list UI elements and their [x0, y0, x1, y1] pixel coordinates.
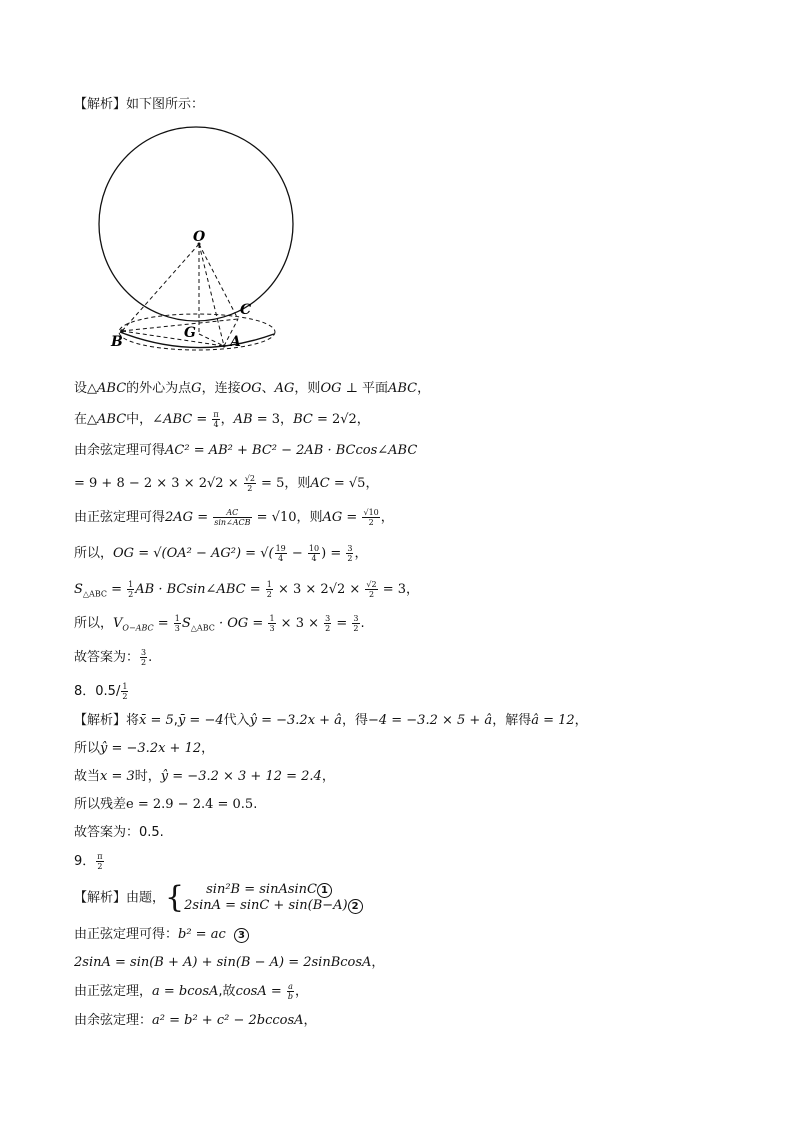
q6-line-7	[74, 580, 419, 604]
text: .	[148, 650, 153, 665]
text: 中，	[126, 412, 153, 427]
triangle-symbol: △	[87, 412, 98, 427]
math: G	[191, 381, 202, 396]
text: ，解得	[492, 713, 532, 728]
edge-OC	[199, 244, 238, 319]
denominator: 3	[174, 624, 180, 633]
math: × 3 ×	[276, 616, 324, 631]
math: sin∠ABC	[186, 582, 246, 597]
math: −	[287, 546, 307, 561]
math: AC	[310, 476, 330, 491]
numerator: √10	[363, 508, 379, 517]
denominator: 2	[97, 862, 103, 871]
denominator: 2	[266, 590, 272, 599]
math: OG	[320, 381, 342, 396]
text: 将	[126, 713, 140, 728]
math: AG	[322, 510, 343, 525]
math: = √5	[329, 476, 366, 491]
math: ∠ABC	[152, 412, 193, 427]
text: 设	[74, 381, 88, 396]
math: x̄ = 5	[139, 713, 174, 728]
circled-number: 3	[234, 928, 249, 943]
numerator: 10	[308, 544, 320, 553]
numerator: 3	[353, 614, 359, 623]
intro-text: 如下图所示：	[126, 97, 205, 112]
math: ) =	[321, 546, 346, 561]
fraction	[346, 544, 353, 563]
text: 故当	[74, 769, 101, 784]
text: 所以残差	[74, 797, 127, 812]
text: ，	[280, 412, 294, 427]
math: OG	[113, 546, 135, 561]
system-row	[184, 882, 363, 898]
edge-GA	[199, 334, 224, 346]
numerator: 1	[122, 682, 128, 691]
denominator: 2	[368, 518, 374, 527]
math: 2sinA = sinC + sin(B−A)	[184, 898, 348, 913]
text: ，	[574, 713, 588, 728]
math: =	[342, 510, 362, 525]
q8-heading	[74, 682, 129, 701]
math: S	[181, 616, 191, 631]
numerator: a	[288, 982, 293, 991]
q8-line-3	[74, 768, 335, 786]
math: a = bcosA	[152, 984, 219, 999]
q8-answer	[74, 824, 164, 842]
math: ABC	[388, 381, 418, 396]
base-ellipse	[119, 314, 275, 350]
text: 所以	[74, 741, 101, 756]
fraction	[275, 544, 287, 563]
math: AB · BC	[135, 582, 187, 597]
math: ŷ = −3.2x + 12	[100, 741, 202, 756]
fraction	[96, 852, 103, 871]
math: sin²B = sinAsinC	[206, 882, 317, 897]
sphere-figure	[78, 124, 318, 356]
numerator: π	[213, 410, 219, 419]
text: ，	[380, 510, 394, 525]
math: 2sinA = sin(B + A) + sin(B − A) = 2sinBcosA	[74, 955, 372, 970]
math: = 3，	[378, 582, 420, 597]
q9-line-5	[74, 1012, 317, 1030]
text: 、	[261, 381, 275, 396]
text: ，则	[294, 381, 321, 396]
q6-line-4	[74, 474, 378, 493]
text: ，	[356, 412, 370, 427]
math: = √10	[252, 510, 297, 525]
edge-OB	[122, 244, 199, 331]
math: = 9 + 8 − 2 × 3 × 2√2 ×	[74, 476, 243, 491]
text: ，	[321, 769, 335, 784]
math: = 5	[256, 476, 285, 491]
text: 故答案为：	[74, 650, 140, 665]
circled-number: 1	[317, 883, 332, 898]
numerator: 1	[128, 580, 134, 589]
fraction	[213, 508, 251, 527]
triangle-symbol: △	[87, 381, 98, 396]
math: S	[74, 582, 83, 597]
label-O: O	[193, 229, 206, 245]
text: 平面	[361, 381, 388, 396]
edge-OA	[199, 244, 224, 346]
math: =	[332, 616, 352, 631]
fraction	[121, 682, 128, 701]
point-B	[120, 329, 124, 333]
analysis-label: 【解析】	[74, 713, 127, 728]
text: 代入	[223, 713, 250, 728]
fraction	[212, 410, 219, 429]
math: BC	[293, 412, 313, 427]
text: 所以，	[74, 616, 114, 631]
text: ，	[220, 412, 234, 427]
left-brace: {	[165, 880, 185, 915]
denominator: 2	[325, 624, 331, 633]
math: · OG =	[214, 616, 268, 631]
label-C: C	[240, 302, 252, 318]
math: = 2√2	[312, 412, 357, 427]
text: ，则	[284, 476, 311, 491]
math: × 3 × 2√2 ×	[273, 582, 365, 597]
math: ȳ = −4	[177, 713, 224, 728]
equation-system	[184, 882, 363, 914]
q9-heading	[74, 852, 105, 871]
text: 的外心为点	[126, 381, 192, 396]
math: OG	[240, 381, 262, 396]
q9-line-3	[74, 954, 384, 972]
text: ,故	[218, 984, 236, 999]
q6-answer	[74, 648, 152, 667]
text: ,	[173, 713, 178, 728]
circled-number: 2	[348, 899, 363, 914]
math: e = 2.9 − 2.4 = 0.5	[126, 797, 254, 812]
text: 由正弦定理可得：	[74, 927, 179, 942]
q8-line-2	[74, 740, 214, 758]
fraction	[365, 580, 377, 599]
numerator: 1	[174, 614, 180, 623]
numerator: 3	[325, 614, 331, 623]
fraction	[287, 982, 294, 1001]
fraction	[324, 614, 331, 633]
q6-line-2	[74, 410, 370, 429]
math: = √(OA² − AG²) = √(	[134, 546, 274, 561]
math: V	[113, 616, 123, 631]
math: AB	[233, 412, 253, 427]
math: −4 = −3.2 × 5 + â	[367, 713, 493, 728]
math: =	[192, 412, 212, 427]
math: b² = ac	[178, 927, 226, 942]
text: ，	[354, 546, 368, 561]
text: 由正弦定理，	[74, 984, 153, 999]
numerator: 3	[347, 544, 353, 553]
math: x = 3	[100, 769, 135, 784]
math: ABC	[97, 412, 127, 427]
fraction	[244, 474, 256, 493]
denominator: 3	[269, 624, 275, 633]
analysis-label: 【解析】	[74, 890, 127, 906]
math: â = 12	[531, 713, 575, 728]
numerator: √2	[244, 474, 255, 483]
math: ŷ = −3.2x + â	[249, 713, 342, 728]
fraction	[266, 580, 273, 599]
text: ，	[417, 381, 431, 396]
math: a² = b² + c² − 2bccosA	[152, 1013, 304, 1028]
text: .	[360, 616, 365, 631]
math: 2AG =	[165, 510, 213, 525]
text: 由余弦定理可得	[74, 443, 166, 458]
dashed-edges	[122, 244, 238, 346]
q6-line-5	[74, 508, 394, 527]
numerator: 1	[269, 614, 275, 623]
text: ，则	[296, 510, 323, 525]
denominator: 4	[311, 554, 317, 563]
text: ，	[303, 1013, 317, 1028]
text: 时，	[134, 769, 161, 784]
numerator: 3	[141, 648, 147, 657]
text: 所以，	[74, 546, 114, 561]
denominator: 2	[141, 658, 147, 667]
denominator: sin∠ACB	[214, 518, 251, 527]
text: ，得	[341, 713, 368, 728]
subscript: △ABC	[82, 589, 107, 599]
q6-line-3	[74, 442, 417, 460]
q6-line-8	[74, 614, 365, 638]
q6-line-1	[74, 380, 430, 398]
subscript: △ABC	[190, 623, 215, 633]
subscript: O−ABC	[122, 623, 154, 633]
label-G: G	[184, 325, 196, 341]
fraction	[268, 614, 275, 633]
denominator: 2	[128, 590, 134, 599]
numerator: 1	[266, 580, 272, 589]
perp-symbol: ⊥	[341, 381, 362, 396]
q6-line-6	[74, 544, 367, 563]
text: ，	[295, 984, 309, 999]
label-A: A	[230, 334, 241, 350]
math: ŷ = −3.2 × 3 + 12 = 2.4	[160, 769, 322, 784]
fraction	[308, 544, 320, 563]
denominator: 2	[368, 590, 375, 599]
fraction	[174, 614, 181, 633]
fraction	[140, 648, 147, 667]
denominator: 2	[247, 484, 253, 493]
text: ，	[365, 476, 379, 491]
numerator: AC	[213, 508, 251, 518]
question-number: 8．0.5/	[74, 684, 121, 699]
text: 由正弦定理可得	[74, 510, 166, 525]
denominator: b	[287, 992, 294, 1001]
question-number: 9．	[74, 854, 96, 869]
numerator: 19	[275, 544, 286, 553]
math: = 3	[252, 412, 281, 427]
math: ABC	[97, 381, 127, 396]
fraction	[127, 580, 134, 599]
text: 由余弦定理：	[74, 1013, 153, 1028]
denominator: 2	[353, 624, 359, 633]
point-A	[223, 345, 226, 348]
text: ，	[371, 955, 385, 970]
text: ，	[201, 741, 215, 756]
analysis-label: 【解析】	[74, 97, 127, 112]
q6-intro	[74, 96, 204, 114]
q8-line-1	[74, 712, 588, 730]
math: cosA =	[235, 984, 286, 999]
denominator: 2	[347, 554, 353, 563]
fraction	[352, 614, 359, 633]
text: ，连接	[201, 381, 241, 396]
math: AC² = AB² + BC² − 2AB · BC	[165, 443, 356, 458]
math: =	[106, 582, 127, 597]
q9-line-1	[74, 882, 363, 915]
math: AG	[274, 381, 295, 396]
math: =	[245, 582, 265, 597]
q8-line-4	[74, 796, 257, 814]
fraction	[362, 508, 379, 527]
numerator: √2	[366, 580, 377, 589]
math: cos∠ABC	[355, 443, 418, 458]
denominator: 4	[278, 554, 284, 563]
edge-BC	[122, 319, 238, 331]
text: .	[253, 797, 258, 812]
q9-line-2	[74, 926, 249, 944]
math: =	[153, 616, 173, 631]
label-B: B	[111, 334, 123, 350]
numerator: π	[97, 852, 103, 861]
text: 故答案为：0.5.	[74, 825, 164, 840]
denominator: 2	[122, 692, 128, 701]
q9-line-4	[74, 982, 308, 1001]
system-row	[184, 898, 363, 914]
text: 由题，	[126, 890, 166, 906]
denominator: 4	[213, 420, 219, 429]
sphere-circle	[99, 127, 293, 321]
text: 在	[74, 412, 88, 427]
